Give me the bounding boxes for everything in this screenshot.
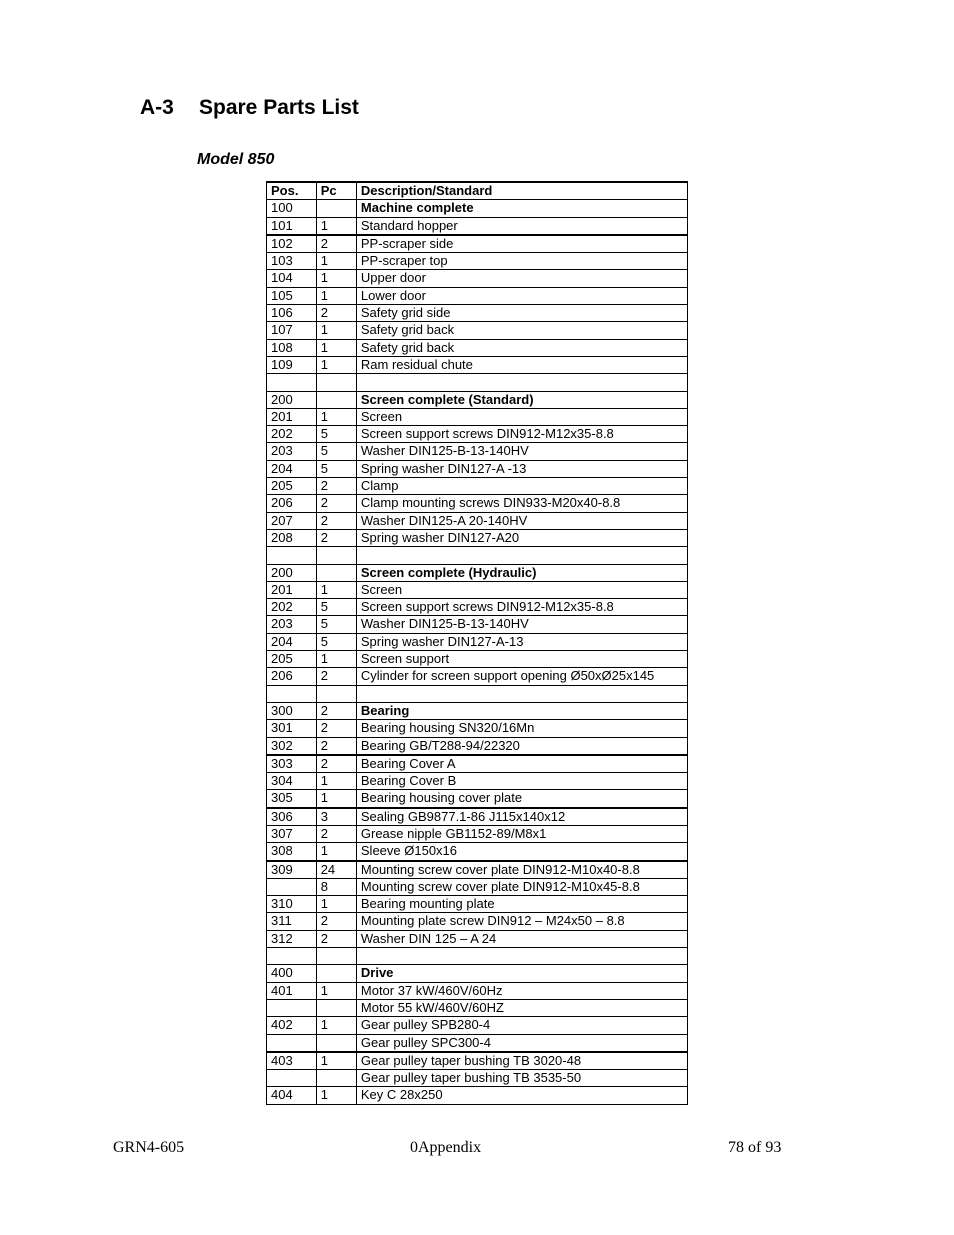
table-row <box>267 773 688 790</box>
table-row <box>267 685 688 702</box>
cell-description: Gear pulley taper bushing TB 3535-50 <box>356 1070 687 1087</box>
table-row <box>267 529 688 546</box>
cell-description: Bearing <box>356 702 687 719</box>
header-pos: Pos. <box>267 182 317 200</box>
cell-pc <box>316 547 356 564</box>
cell-pc <box>316 948 356 965</box>
cell-pos: 205 <box>267 651 317 668</box>
section-heading <box>140 96 359 120</box>
table-row <box>267 426 688 443</box>
table-row <box>267 878 688 895</box>
cell-description: Washer DIN125-B-13-140HV <box>356 616 687 633</box>
table-row <box>267 913 688 930</box>
table-row <box>267 633 688 650</box>
cell-pc: 3 <box>316 808 356 826</box>
cell-pos: 106 <box>267 305 317 322</box>
table-row <box>267 1070 688 1087</box>
cell-description: Screen support screws DIN912-M12x35-8.8 <box>356 426 687 443</box>
cell-pc: 1 <box>316 253 356 270</box>
table-row <box>267 253 688 270</box>
cell-pos: 208 <box>267 529 317 546</box>
cell-pos: 206 <box>267 495 317 512</box>
cell-pc: 2 <box>316 825 356 842</box>
table-row <box>267 930 688 947</box>
cell-pos: 203 <box>267 616 317 633</box>
cell-pc: 2 <box>316 737 356 755</box>
spare-parts-table <box>266 181 688 1105</box>
cell-description: Bearing mounting plate <box>356 896 687 913</box>
cell-pos: 202 <box>267 426 317 443</box>
cell-pc <box>316 374 356 391</box>
cell-pc <box>316 1070 356 1087</box>
cell-description: Screen <box>356 581 687 598</box>
cell-pos: 100 <box>267 200 317 217</box>
cell-pc: 1 <box>316 270 356 287</box>
cell-description: Cylinder for screen support opening Ø50xØ25x145 <box>356 668 687 685</box>
footer-section: 0Appendix <box>410 1139 482 1156</box>
cell-pc: 1 <box>316 773 356 790</box>
cell-pos: 401 <box>267 982 317 999</box>
cell-pos: 306 <box>267 808 317 826</box>
table-row <box>267 408 688 425</box>
footer-page-number: 78 of 93 <box>728 1139 782 1156</box>
table-row <box>267 339 688 356</box>
table-row <box>267 755 688 773</box>
table-row <box>267 651 688 668</box>
cell-pc: 1 <box>316 581 356 598</box>
cell-description: Washer DIN125-A 20-140HV <box>356 512 687 529</box>
table-row <box>267 702 688 719</box>
cell-pc: 5 <box>316 426 356 443</box>
cell-description: Bearing Cover A <box>356 755 687 773</box>
table-row <box>267 460 688 477</box>
cell-description: Spring washer DIN127-A -13 <box>356 460 687 477</box>
table-row <box>267 808 688 826</box>
cell-pc: 1 <box>316 1017 356 1034</box>
cell-description: Washer DIN 125 – A 24 <box>356 930 687 947</box>
cell-description: Standard hopper <box>356 217 687 235</box>
cell-pos: 308 <box>267 843 317 861</box>
cell-pc: 1 <box>316 217 356 235</box>
cell-pos: 201 <box>267 581 317 598</box>
cell-pos <box>267 999 317 1016</box>
table-row <box>267 443 688 460</box>
cell-pc: 1 <box>316 1052 356 1070</box>
cell-pos: 302 <box>267 737 317 755</box>
table-row <box>267 512 688 529</box>
cell-pos: 200 <box>267 391 317 408</box>
cell-pos: 104 <box>267 270 317 287</box>
cell-description: Ram residual chute <box>356 356 687 373</box>
cell-pc: 5 <box>316 443 356 460</box>
cell-pc: 2 <box>316 668 356 685</box>
cell-pc <box>316 1034 356 1052</box>
section-number: A-3 <box>140 96 174 119</box>
cell-description: Safety grid side <box>356 305 687 322</box>
cell-pc: 1 <box>316 322 356 339</box>
table-header-row <box>267 182 688 200</box>
cell-description: Safety grid back <box>356 339 687 356</box>
cell-description: Drive <box>356 965 687 982</box>
cell-pos <box>267 878 317 895</box>
cell-pos <box>267 1034 317 1052</box>
cell-description: Screen complete (Hydraulic) <box>356 564 687 581</box>
table-row <box>267 1034 688 1052</box>
cell-description: Mounting screw cover plate DIN912-M10x40-8.8 <box>356 861 687 879</box>
table-row <box>267 1087 688 1104</box>
cell-pc <box>316 564 356 581</box>
cell-description: Gear pulley SPB280-4 <box>356 1017 687 1034</box>
cell-description: Mounting screw cover plate DIN912-M10x45-8.8 <box>356 878 687 895</box>
cell-pos: 204 <box>267 460 317 477</box>
cell-description: Clamp <box>356 478 687 495</box>
table-row <box>267 287 688 304</box>
section-title: Spare Parts List <box>199 96 359 119</box>
table-row <box>267 495 688 512</box>
table-row <box>267 599 688 616</box>
table-row <box>267 391 688 408</box>
cell-description: Grease nipple GB1152-89/M8x1 <box>356 825 687 842</box>
table-row <box>267 965 688 982</box>
cell-pc: 2 <box>316 913 356 930</box>
cell-pc: 5 <box>316 599 356 616</box>
table-row <box>267 374 688 391</box>
table-row <box>267 270 688 287</box>
cell-pc <box>316 965 356 982</box>
cell-pc: 1 <box>316 408 356 425</box>
cell-pos: 108 <box>267 339 317 356</box>
cell-description: Key C 28x250 <box>356 1087 687 1104</box>
table-row <box>267 843 688 861</box>
table-row <box>267 861 688 879</box>
cell-description: Upper door <box>356 270 687 287</box>
table-row <box>267 790 688 808</box>
cell-pos: 403 <box>267 1052 317 1070</box>
table-row <box>267 825 688 842</box>
cell-description: Spring washer DIN127-A-13 <box>356 633 687 650</box>
footer-doc-id: GRN4-605 <box>113 1139 185 1156</box>
table-row <box>267 235 688 253</box>
cell-pc: 1 <box>316 1087 356 1104</box>
cell-description: Bearing housing cover plate <box>356 790 687 808</box>
cell-pc: 2 <box>316 305 356 322</box>
model-subheading: Model 850 <box>197 151 275 168</box>
table-row <box>267 547 688 564</box>
cell-description: Safety grid back <box>356 322 687 339</box>
cell-pos <box>267 547 317 564</box>
cell-pc <box>316 685 356 702</box>
cell-pc: 1 <box>316 843 356 861</box>
cell-description: Bearing housing SN320/16Mn <box>356 720 687 737</box>
cell-pc: 2 <box>316 512 356 529</box>
cell-pos: 305 <box>267 790 317 808</box>
cell-pos <box>267 948 317 965</box>
cell-description: Bearing Cover B <box>356 773 687 790</box>
header-description: Description/Standard <box>356 182 687 200</box>
cell-description: Sleeve Ø150x16 <box>356 843 687 861</box>
cell-description: Washer DIN125-B-13-140HV <box>356 443 687 460</box>
cell-description: Screen <box>356 408 687 425</box>
cell-pos: 105 <box>267 287 317 304</box>
header-pc: Pc <box>316 182 356 200</box>
cell-description: Screen support screws DIN912-M12x35-8.8 <box>356 599 687 616</box>
cell-pos: 312 <box>267 930 317 947</box>
cell-pos: 103 <box>267 253 317 270</box>
table-row <box>267 616 688 633</box>
cell-pos: 101 <box>267 217 317 235</box>
cell-pos: 402 <box>267 1017 317 1034</box>
cell-pc: 1 <box>316 651 356 668</box>
cell-description: Machine complete <box>356 200 687 217</box>
cell-description <box>356 374 687 391</box>
cell-pos: 207 <box>267 512 317 529</box>
cell-pc: 2 <box>316 529 356 546</box>
cell-pc <box>316 200 356 217</box>
cell-description: PP-scraper top <box>356 253 687 270</box>
cell-description: Sealing GB9877.1-86 J115x140x12 <box>356 808 687 826</box>
cell-description: Clamp mounting screws DIN933-M20x40-8.8 <box>356 495 687 512</box>
cell-pos: 200 <box>267 564 317 581</box>
cell-description <box>356 685 687 702</box>
cell-pc: 1 <box>316 356 356 373</box>
cell-description: Spring washer DIN127-A20 <box>356 529 687 546</box>
cell-description: Bearing GB/T288-94/22320 <box>356 737 687 755</box>
cell-pos: 300 <box>267 702 317 719</box>
cell-description: Motor 37 kW/460V/60Hz <box>356 982 687 999</box>
cell-pos: 206 <box>267 668 317 685</box>
cell-pos: 205 <box>267 478 317 495</box>
cell-pc: 1 <box>316 982 356 999</box>
table-row <box>267 999 688 1016</box>
table-row <box>267 322 688 339</box>
cell-pc: 1 <box>316 790 356 808</box>
cell-pos <box>267 374 317 391</box>
cell-pc: 1 <box>316 287 356 304</box>
cell-pc: 5 <box>316 633 356 650</box>
table-row <box>267 720 688 737</box>
table-row <box>267 1052 688 1070</box>
cell-pos: 311 <box>267 913 317 930</box>
cell-description: Motor 55 kW/460V/60HZ <box>356 999 687 1016</box>
cell-pc: 2 <box>316 930 356 947</box>
cell-pos: 303 <box>267 755 317 773</box>
table-row <box>267 305 688 322</box>
table-row <box>267 948 688 965</box>
table-row <box>267 564 688 581</box>
cell-description: Lower door <box>356 287 687 304</box>
cell-pos: 404 <box>267 1087 317 1104</box>
table-row <box>267 668 688 685</box>
table-row <box>267 737 688 755</box>
cell-pc: 2 <box>316 720 356 737</box>
table-row <box>267 1017 688 1034</box>
cell-pc <box>316 391 356 408</box>
table-body <box>267 200 688 1104</box>
cell-description: Mounting plate screw DIN912 – M24x50 – 8.8 <box>356 913 687 930</box>
cell-description <box>356 547 687 564</box>
cell-pos: 109 <box>267 356 317 373</box>
cell-description <box>356 948 687 965</box>
table-row <box>267 982 688 999</box>
cell-pc: 2 <box>316 755 356 773</box>
cell-pos: 310 <box>267 896 317 913</box>
cell-pos: 203 <box>267 443 317 460</box>
cell-pc: 2 <box>316 235 356 253</box>
cell-pc: 2 <box>316 702 356 719</box>
cell-pos: 400 <box>267 965 317 982</box>
cell-pos: 309 <box>267 861 317 879</box>
cell-pos: 304 <box>267 773 317 790</box>
cell-pc: 2 <box>316 495 356 512</box>
cell-pc: 8 <box>316 878 356 895</box>
table-row <box>267 478 688 495</box>
cell-pos <box>267 685 317 702</box>
cell-pos: 301 <box>267 720 317 737</box>
cell-description: Gear pulley SPC300-4 <box>356 1034 687 1052</box>
cell-pc: 24 <box>316 861 356 879</box>
cell-description: Screen support <box>356 651 687 668</box>
table-row <box>267 896 688 913</box>
table-row <box>267 217 688 235</box>
table-row <box>267 200 688 217</box>
table-row <box>267 356 688 373</box>
cell-pc: 1 <box>316 339 356 356</box>
cell-pos <box>267 1070 317 1087</box>
cell-pos: 102 <box>267 235 317 253</box>
cell-description: PP-scraper side <box>356 235 687 253</box>
cell-pos: 201 <box>267 408 317 425</box>
cell-pc: 5 <box>316 616 356 633</box>
cell-description: Gear pulley taper bushing TB 3020-48 <box>356 1052 687 1070</box>
cell-pos: 307 <box>267 825 317 842</box>
cell-pc: 2 <box>316 478 356 495</box>
cell-pc <box>316 999 356 1016</box>
cell-pc: 1 <box>316 896 356 913</box>
cell-pc: 5 <box>316 460 356 477</box>
cell-pos: 107 <box>267 322 317 339</box>
cell-pos: 202 <box>267 599 317 616</box>
table-row <box>267 581 688 598</box>
cell-description: Screen complete (Standard) <box>356 391 687 408</box>
cell-pos: 204 <box>267 633 317 650</box>
